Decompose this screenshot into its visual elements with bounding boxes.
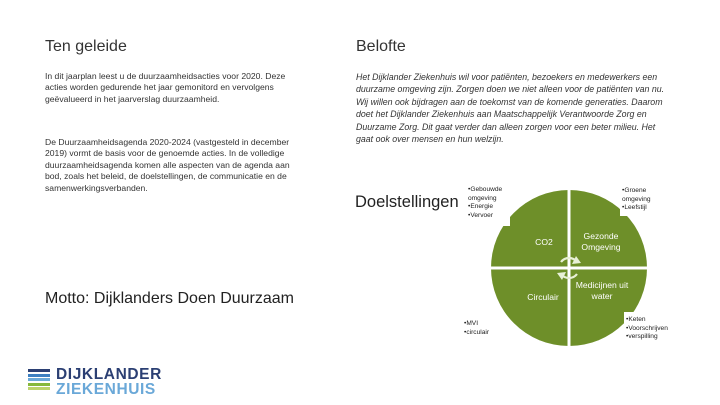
goals-title: Doelstellingen [355, 193, 459, 211]
note-item: • MVI [464, 320, 504, 329]
note-item: • circulair [464, 329, 504, 338]
note-item: • verspilling [626, 333, 678, 342]
note-item: • Gebouwde omgeving [468, 186, 510, 203]
note-item: • Voorschrijven [626, 325, 678, 334]
quadrant-label-gezonde-omgeving: Gezonde Omgeving [581, 231, 621, 252]
note-item: • Groene omgeving [622, 187, 670, 204]
motto: Motto: Dijklanders Doen Duurzaam [45, 290, 294, 307]
note-bottom-right [626, 316, 678, 342]
note-item: • Energie [468, 203, 510, 212]
note-top-right [622, 187, 670, 213]
promise-paragraph: Het Dijklander Ziekenhuis wil voor patiënten, bezoekers en medewerkers een duurzame omgeving zijn. Zorgen doen we niet alleen voor de patiënten van nu. Wij willen ook bijdragen aan de toekomst van de komende generaties. Daarom doet het Dijklander Ziekenhuis aan Maatschappelijk Verantwoorde Zorg en Duurzame Zorg. Dit gaat verder dan alleen zorgen voor een beter milieu. Het gaat ook over mensen en hun welzijn. [356, 72, 665, 145]
intro-heading: Ten geleide [45, 38, 127, 55]
note-item: • Keten [626, 316, 678, 325]
promise-heading: Belofte [356, 38, 406, 55]
quadrant-label-circulair: Circulair [527, 292, 559, 302]
intro-paragraph-1: In dit jaarplan leest u de duurzaamheidsacties voor 2020. Deze acties worden gedurende het jaar gemonitord en vervolgens geëvalueerd in het jaarverslag duurzaamheid. [45, 71, 286, 104]
quadrant-label-co2: CO2 [535, 237, 553, 247]
logo-text-line-1: DIJKLANDER [56, 366, 162, 383]
logo-stripes-icon [28, 369, 50, 392]
note-item: • Leefstijl [622, 204, 670, 213]
note-top-left [468, 186, 510, 220]
note-bottom-left [464, 320, 504, 337]
note-item: • Vervoer [468, 212, 510, 221]
intro-paragraph-2: De Duurzaamheidsagenda 2020-2024 (vastgesteld in december 2019) vormt de basis voor de genoemde acties. In de volledige duurzaamheidsagenda komen alle aspecten van de agenda aan bod, zoals het beleid, de doelstellingen, de communicatie en de samenwerkingsverbanden. [45, 137, 290, 193]
quadrant-label-medicijnen: Medicijnen uit water [575, 280, 629, 301]
logo-text-line-2: ZIEKENHUIS [56, 381, 156, 398]
